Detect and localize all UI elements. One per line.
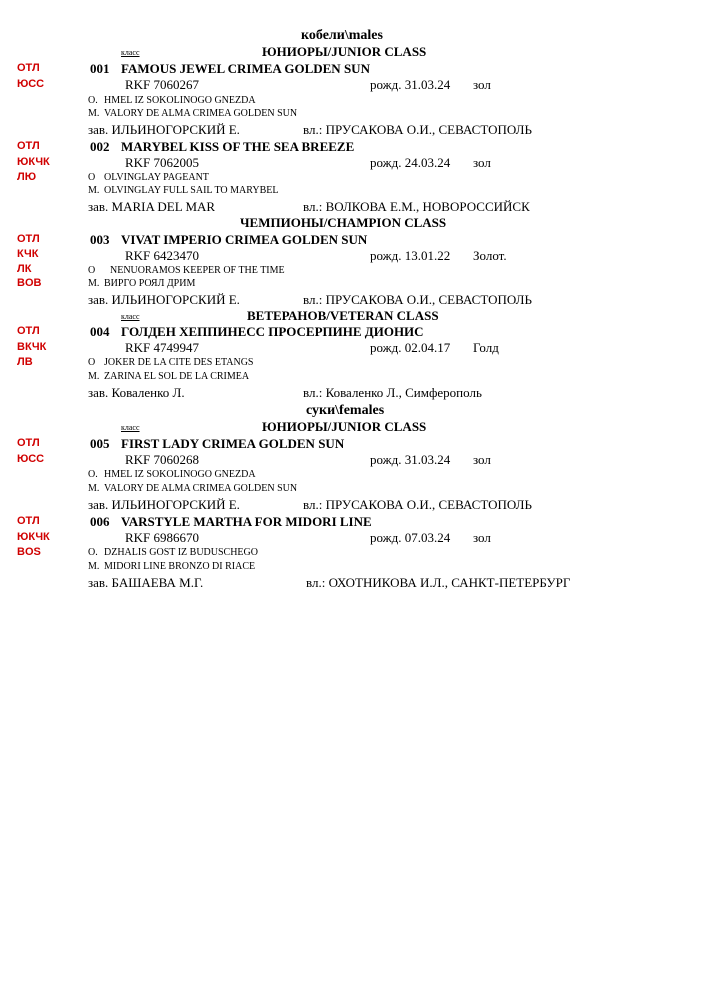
breeder: зав. MARIA DEL MAR — [88, 199, 216, 214]
award-badge: ОТЛ — [17, 437, 40, 449]
dog-name: FIRST LADY CRIMEA GOLDEN SUN — [121, 436, 345, 451]
dog-registration: RKF 6423470 — [125, 248, 200, 263]
dog-color: зол — [473, 77, 491, 92]
award-badge: КЧК — [17, 248, 39, 260]
dog-registration: RKF 6986670 — [125, 530, 200, 545]
sire-prefix: О — [88, 172, 96, 183]
dam-name: MIDORI LINE BRONZO DI RIACE — [104, 561, 256, 572]
award-badge: ОТЛ — [17, 515, 40, 527]
breeder: зав. ИЛЬИНОГОРСКИЙ Е. — [88, 292, 240, 307]
award-badge: BOB — [17, 277, 42, 289]
owner: вл.: ПРУСАКОВА О.И., СЕВАСТОПОЛЬ — [303, 497, 532, 512]
dog-birthdate: рожд. 07.03.24 — [370, 530, 451, 545]
dam-name: ВИРГО РОЯЛ ДРИМ — [104, 278, 196, 289]
owner: вл.: ПРУСАКОВА О.И., СЕВАСТОПОЛЬ — [303, 122, 532, 137]
dog-number: 005 — [90, 436, 110, 451]
dam-name: VALORY DE ALMA CRIMEA GOLDEN SUN — [104, 483, 298, 494]
dam-prefix: М. — [88, 561, 100, 572]
dog-name: FAMOUS JEWEL CRIMEA GOLDEN SUN — [121, 61, 370, 76]
section-title-females: суки\females — [306, 403, 385, 418]
owner: вл.: ВОЛКОВА Е.М., НОВОРОССИЙСК — [303, 199, 530, 214]
dog-number: 006 — [90, 514, 110, 529]
owner: вл.: ПРУСАКОВА О.И., СЕВАСТОПОЛЬ — [303, 292, 532, 307]
dog-number: 003 — [90, 232, 110, 247]
section-title-males: кобели\males — [301, 28, 383, 43]
dog-number: 002 — [90, 139, 110, 154]
class-label: класс — [121, 423, 140, 432]
sire-name: HMEL IZ SOKOLINOGO GNEZDA — [104, 469, 256, 480]
sire-prefix: О. — [88, 95, 98, 106]
dog-registration: RKF 4749947 — [125, 340, 200, 355]
award-badge: BOS — [17, 546, 41, 558]
dog-name: MARYBEL KISS OF THE SEA BREEZE — [121, 139, 355, 154]
dam-prefix: М. — [88, 108, 100, 119]
dam-prefix: М. — [88, 185, 100, 196]
class-label: класс — [121, 48, 140, 57]
dog-birthdate: рожд. 13.01.22 — [370, 248, 451, 263]
class-title-junior: ЮНИОРЫ/JUNIOR CLASS — [262, 44, 427, 59]
dog-name: ГОЛДЕН ХЕППИНЕСС ПРОСЕРПИНЕ ДИОНИС — [121, 324, 424, 339]
sire-prefix: О. — [88, 469, 98, 480]
award-badge: ЮКЧК — [17, 156, 50, 168]
sire-prefix: О — [88, 265, 96, 276]
breeder: зав. Коваленко Л. — [88, 385, 185, 400]
dam-prefix: М. — [88, 278, 100, 289]
award-badge: ЛЮ — [17, 171, 37, 183]
award-badge: ОТЛ — [17, 140, 40, 152]
sire-prefix: О. — [88, 547, 98, 558]
class-label: класс — [121, 312, 140, 321]
dog-name: VIVAT IMPERIO CRIMEA GOLDEN SUN — [121, 232, 368, 247]
sire-prefix: О — [88, 357, 96, 368]
dog-registration: RKF 7060268 — [125, 452, 200, 467]
dog-color: Золот. — [473, 248, 507, 263]
class-title-junior: ЮНИОРЫ/JUNIOR CLASS — [262, 419, 427, 434]
breeder: зав. БАШАЕВА М.Г. — [88, 575, 204, 590]
award-badge: ЮСС — [17, 78, 45, 90]
dog-birthdate: рожд. 31.03.24 — [370, 77, 451, 92]
dog-name: VARSTYLE MARTHA FOR MIDORI LINE — [121, 514, 372, 529]
dam-name: ZARINA EL SOL DE LA CRIMEA — [104, 371, 250, 382]
dog-birthdate: рожд. 31.03.24 — [370, 452, 451, 467]
award-badge: ЛВ — [17, 356, 33, 368]
dam-prefix: М. — [88, 483, 100, 494]
dog-number: 004 — [90, 324, 110, 339]
dam-name: OLVINGLAY FULL SAIL TO MARYBEL — [104, 185, 279, 196]
sire-name: JOKER DE LA CITE DES ETANGS — [104, 357, 254, 368]
dam-name: VALORY DE ALMA CRIMEA GOLDEN SUN — [104, 108, 298, 119]
dog-color: зол — [473, 155, 491, 170]
dog-birthdate: рожд. 24.03.24 — [370, 155, 451, 170]
award-badge: ЛК — [17, 263, 32, 275]
sire-name: NENUORAMOS KEEPER OF THE TIME — [110, 265, 285, 276]
owner: вл.: ОХОТНИКОВА И.Л., САНКТ-ПЕТЕРБУРГ — [306, 575, 571, 590]
dog-registration: RKF 7060267 — [125, 77, 200, 92]
dog-birthdate: рожд. 02.04.17 — [370, 340, 451, 355]
dog-number: 001 — [90, 61, 110, 76]
sire-name: OLVINGLAY PAGEANT — [104, 172, 209, 183]
owner: вл.: Коваленко Л., Симферополь — [303, 385, 482, 400]
dog-color: Голд — [473, 340, 499, 355]
award-badge: ЮКЧК — [17, 531, 50, 543]
award-badge: ВКЧК — [17, 341, 47, 353]
breeder: зав. ИЛЬИНОГОРСКИЙ Е. — [88, 122, 240, 137]
dog-registration: RKF 7062005 — [125, 155, 200, 170]
class-title-champion: ЧЕМПИОНЫ/CHAMPION CLASS — [240, 215, 447, 230]
award-badge: ОТЛ — [17, 325, 40, 337]
sire-name: DZHALIS GOST IZ BUDUSCHEGO — [104, 547, 258, 558]
class-title-veteran: ВЕТЕРАНОВ/VETERAN CLASS — [247, 308, 439, 323]
breeder: зав. ИЛЬИНОГОРСКИЙ Е. — [88, 497, 240, 512]
award-badge: ЮСС — [17, 453, 45, 465]
dog-color: зол — [473, 452, 491, 467]
dam-prefix: М. — [88, 371, 100, 382]
award-badge: ОТЛ — [17, 233, 40, 245]
sire-name: HMEL IZ SOKOLINOGO GNEZDA — [104, 95, 256, 106]
award-badge: ОТЛ — [17, 62, 40, 74]
dog-color: зол — [473, 530, 491, 545]
